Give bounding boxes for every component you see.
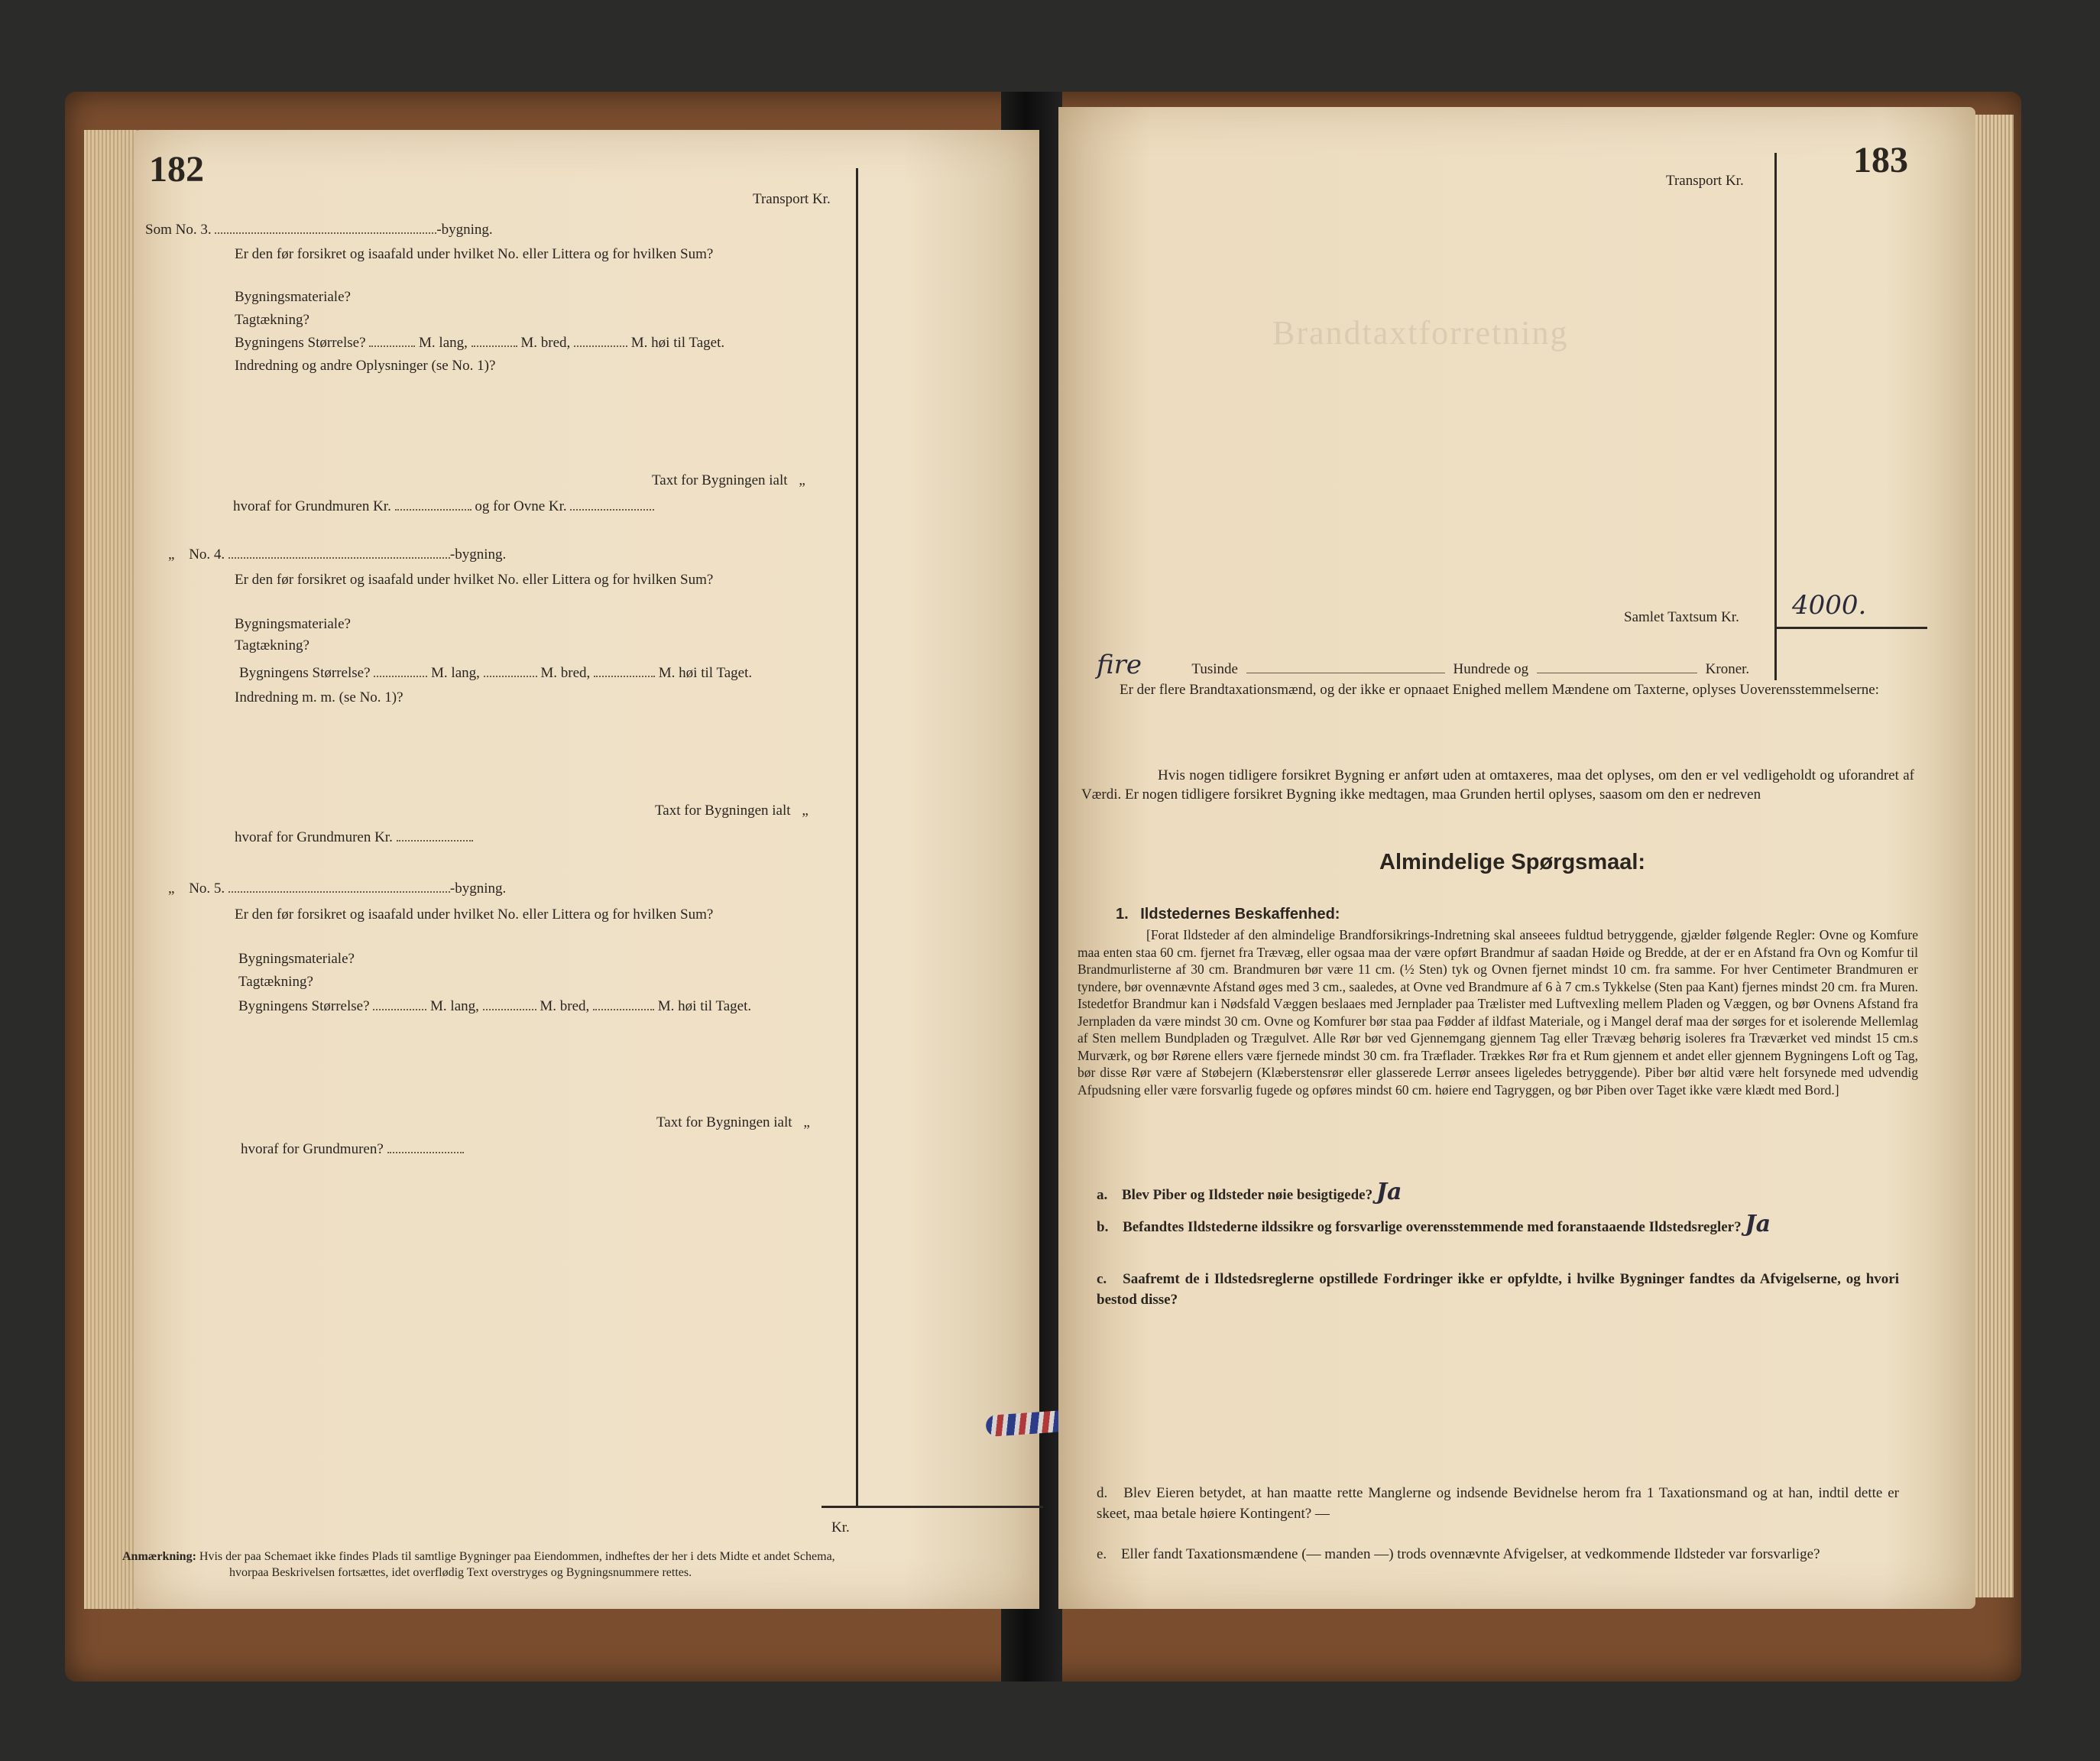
- roofing-question: Tagtækning?: [235, 637, 309, 653]
- fitting-question: Indredning m. m. (se No. 1)?: [235, 689, 403, 705]
- handwritten-answer: Ja: [1376, 1179, 1402, 1205]
- hvoraf-label: hvoraf for Grundmuren Kr.: [235, 829, 393, 845]
- taxt-ditto-mark: „: [799, 472, 805, 488]
- question-label: d.: [1097, 1485, 1108, 1501]
- hundrede-label: Hundrede og: [1453, 661, 1529, 677]
- fireplace-rules: [1078, 926, 1918, 1098]
- size-bred: M. bred,: [520, 335, 571, 351]
- material-question: Bygningsmateriale?: [238, 951, 355, 967]
- width-field: [484, 676, 537, 677]
- total-rule: [1774, 627, 1927, 629]
- size-bred: M. bred,: [540, 665, 591, 681]
- question-text: Befandtes Ildstederne ildssikre og forsvarlige overensstemmende med foranstaaende Ildstedsregler?: [1123, 1219, 1742, 1235]
- building-suffix: -bygning.: [449, 546, 507, 563]
- question-b: [1097, 1211, 1771, 1237]
- question-d: [1097, 1483, 1899, 1524]
- entry-number: No. 4.: [189, 546, 225, 563]
- building-name-field: [228, 557, 450, 559]
- height-field: [574, 345, 627, 347]
- question-text: Blev Eieren betydet, at han maatte rette Manglerne og indsende Bevidnelse herom fra 1 Taxationsmand og at han, indtil dette er skeet, maa betale høiere Kontingent? —: [1097, 1485, 1900, 1522]
- tusinde-label: Tusinde: [1191, 661, 1238, 677]
- taxt-label: Taxt for Bygningen ialt: [652, 472, 788, 488]
- total-rule: [822, 1506, 1043, 1508]
- left-page-stack: [84, 130, 138, 1609]
- size-label: Bygningens Størrelse?: [238, 998, 370, 1014]
- length-field: [369, 345, 415, 347]
- question-e: [1097, 1544, 1899, 1565]
- taxt-total: [655, 803, 809, 819]
- prior-insurance-question: Er den før forsikret og isaafald under hvilket No. eller Littera og for hvilken Sum?: [235, 906, 714, 923]
- hvoraf-line: [241, 1141, 464, 1158]
- amount-column-rule: [1774, 153, 1777, 680]
- size-lang: M. lang,: [430, 998, 479, 1014]
- size-lang: M. lang,: [419, 335, 468, 351]
- entry-prefix: „: [168, 546, 175, 563]
- transport-label: Transport Kr.: [753, 191, 831, 207]
- material-question: Bygningsmateriale?: [235, 616, 351, 632]
- size-question: [238, 998, 751, 1015]
- question-label: e.: [1097, 1546, 1107, 1562]
- section-title: Ildstedernes Beskaffenhed:: [1140, 906, 1340, 923]
- handwritten-answer: Ja: [1745, 1211, 1771, 1237]
- footnote-line-1: Hvis der paa Schemaet ikke findes Plads til samtlige Bygninger paa Eiendommen, indheftes der her i dets Midte et andet Schema,: [199, 1550, 835, 1563]
- amount-column-rule: [856, 168, 858, 1506]
- question-c: [1097, 1269, 1899, 1310]
- roofing-question: Tagtækning?: [238, 974, 313, 990]
- total-kr-label: Kr.: [831, 1519, 850, 1536]
- right-page-stack: [1972, 115, 2014, 1597]
- footnote: [122, 1549, 835, 1581]
- left-page: [122, 130, 1039, 1609]
- entry-number: 3.: [200, 222, 212, 238]
- building-name-field: [228, 891, 450, 893]
- taxt-ditto-mark: „: [802, 803, 809, 819]
- building-suffix: -bygning.: [436, 222, 493, 238]
- size-question: [239, 665, 752, 682]
- height-field: [593, 1009, 654, 1010]
- disagreement-note: Er der flere Brandtaxationsmænd, og der ikke er opnaaet Enighed mellem Mændene om Taxterne, oplyses Uoverensstemmelserne:: [1120, 682, 1879, 698]
- size-lang: M. lang,: [431, 665, 480, 681]
- samlet-taxtsum-label: Samlet Taxtsum Kr.: [1624, 609, 1739, 625]
- size-bred: M. bred,: [540, 998, 590, 1014]
- size-question: [235, 335, 724, 352]
- question-a: [1097, 1179, 1402, 1205]
- prior-insurance-question: Er den før forsikret og isaafald under hvilket No. eller Littera og for hvilken Sum?: [235, 572, 714, 588]
- ovne-label: og for Ovne Kr.: [475, 498, 567, 514]
- question-text: Eller fandt Taxationsmændene (— manden —) trods ovennævnte Afvigelser, at vedkommende Ildsteder var forsvarlige?: [1120, 1546, 1820, 1562]
- building-name-field: [215, 232, 436, 234]
- taxt-label: Taxt for Bygningen ialt: [656, 1114, 792, 1130]
- taxt-total: [656, 1114, 810, 1131]
- grundmur-field: [395, 509, 472, 511]
- rules-text: [Forat Ildsteder af den almindelige Brandforsikrings-Indretning skal anseees fuldtud betryggende, gjælder følgende Regler: Ovne og Komfure maa enten staa 60 cm. fjernet fra Trævæg, eller ogsaa maa der være opført Brandmur af saadan Høide og Bredde, at der er en Afstand fra Ovn og Komfur til Brandmurlisterne af 30 cm. Brandmuren bør være 11 cm. (½ Sten) tyk og Ovnen fjernet mindst 10 cm. fra samme. For hver Centimeter Brandmuren er tyndere, bør ovennævnte Afstand øges med 3 cm., saaledes, at Ovne ved Brandmure af 6 à 7 cm.s Tykkelse (Sten paa Kant) fjernes mindst 20 cm. fra Muren. Istedetfor Brandmur kan i Nødsfald Væggen beslaaes med Jernplader paa Trælister med Luftvexling mellem Pladen og Væggen, og bør Ovnens Afstand fra Jernpladen da være mindst 30 cm. Ovne og Komfurer bør staa paa Fødder af ildfast Materiale, og i Mangel deraf maa der sørges for et isolerende Mellemlag af Sten mellem Bundpladen og Trægulvet. Alle Rør bør ved Gjennemgang gjennem Tag eller Trævæg behørig isoleres fra Træværket ved mindst 15 cm.s Murværk, og bør Rørene ellers være fjernede mindst 30 cm. fra Træflader. Trækkes Rør fra et Rum gjennem et andet eller gjennem Bygningens Loft og Tag, bør disse Rør være af Støbejern (Klæberstensrør eller glasserede Lerrør ansees ligeledes betryggende). Piber bør altid være helt forsynede med udvendig Afpudsning eller være forsvarlig fugede og opføres mindst 60 cm. høiere end Tagryggen, og bør Piben over Taget ikke være klædt med Bord.]: [1078, 927, 1918, 1098]
- amount-in-words: [1097, 650, 1749, 680]
- length-field: [373, 1009, 426, 1010]
- question-label: a.: [1097, 1187, 1108, 1203]
- ovne-field: [570, 509, 654, 511]
- fitting-question: Indredning og andre Oplysninger (se No. 1)?: [235, 358, 496, 374]
- kroner-label: Kroner.: [1705, 661, 1750, 677]
- size-hoi: M. høi til Taget.: [657, 998, 752, 1014]
- hvoraf-line: [233, 498, 654, 515]
- section-1-heading: [1116, 906, 1340, 923]
- taxt-total: [652, 472, 805, 489]
- hvoraf-line: [235, 829, 473, 846]
- hvoraf-label: hvoraf for Grundmuren Kr.: [233, 498, 391, 514]
- size-hoi: M. høi til Taget.: [630, 335, 725, 351]
- footnote-line-2: hvorpaa Beskrivelsen fortsættes, idet overflødig Text overstryges og Bygningsnummere rettes.: [229, 1566, 692, 1579]
- entry-prefix: „: [168, 880, 175, 897]
- footnote-label: Anmærkning:: [122, 1550, 196, 1563]
- prior-insurance-question: Er den før forsikret og isaafald under hvilket No. eller Littera og for hvilken Sum?: [235, 246, 714, 262]
- question-label: b.: [1097, 1219, 1109, 1235]
- roofing-question: Tagtækning?: [235, 312, 309, 328]
- samlet-taxtsum-value: 4000.: [1792, 590, 1867, 621]
- question-text: Saafremt de i Ildstedsreglerne opstillede Fordringer ikke er opfyldte, i hvilke Bygninger fandtes da Afvigelserne, og hvori bestod disse?: [1097, 1271, 1899, 1308]
- previous-buildings-note: Hvis nogen tidligere forsikret Bygning er anført uden at omtaxeres, maa det oplyses, om den er vel vedligeholdt og uforandret af Værdi. Er nogen tidligere forsikret Bygning ikke medtagen, maa Grunden hertil oplyses, saasom om den er nedreven: [1081, 767, 1914, 803]
- width-field: [472, 345, 517, 347]
- general-questions-heading: Almindelige Spørgsmaal:: [1379, 850, 1646, 874]
- grundmur-field: [387, 1152, 464, 1153]
- length-field: [374, 676, 427, 677]
- handwritten-thousands: fire: [1097, 650, 1142, 680]
- taxt-label: Taxt for Bygningen ialt: [655, 803, 791, 819]
- grundmur-field: [397, 840, 473, 842]
- question-text: Blev Piber og Ildsteder nøie besigtigede?: [1122, 1187, 1373, 1203]
- taxt-ditto-mark: „: [803, 1114, 810, 1130]
- hvoraf-label: hvoraf for Grundmuren?: [241, 1141, 384, 1157]
- entry-number: No. 5.: [189, 880, 225, 897]
- building-suffix: -bygning.: [449, 880, 507, 897]
- entry-prefix: Som No.: [145, 222, 197, 238]
- transport-label: Transport Kr.: [1666, 173, 1744, 189]
- height-field: [594, 676, 655, 677]
- question-label: c.: [1097, 1271, 1107, 1287]
- right-page: [1058, 107, 1975, 1609]
- size-label: Bygningens Størrelse?: [239, 665, 371, 681]
- width-field: [483, 1009, 536, 1010]
- size-label: Bygningens Størrelse?: [235, 335, 366, 351]
- page-number: 182: [149, 149, 204, 190]
- material-question: Bygningsmateriale?: [235, 289, 351, 305]
- page-number: 183: [1853, 140, 1908, 180]
- size-hoi: M. høi til Taget.: [658, 665, 753, 681]
- bleed-through-text: Brandtaxtforretning: [1272, 314, 1569, 352]
- section-number: 1.: [1116, 906, 1129, 923]
